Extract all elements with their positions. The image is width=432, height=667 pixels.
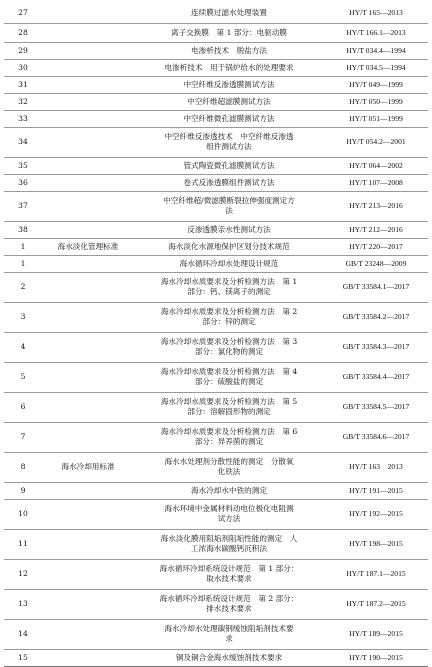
standard-name-cell bbox=[134, 482, 324, 499]
row-number: 29 bbox=[18, 45, 28, 55]
standard-name-line: 卷式反渗透膜组件测试方法 bbox=[183, 177, 275, 187]
standard-code-cell: GB/T 23248—2009 bbox=[345, 258, 407, 268]
standard-name-line: 部分：硫酸盐的测定 bbox=[194, 377, 264, 386]
standard-name-line: 海水冷却水处理碳钢缓蚀阻垢剂技术要 bbox=[164, 624, 294, 633]
standard-code-cell: HY/T 049—1999 bbox=[349, 79, 403, 89]
standard-name-cell bbox=[134, 93, 324, 110]
standard-code-cell: HY/T 050—1999 bbox=[349, 96, 403, 106]
standard-name-line: 海水循环冷却系统设计规范 第 2 部分： bbox=[159, 594, 299, 603]
category-cell bbox=[42, 110, 134, 127]
standard-name-cell bbox=[134, 4, 324, 23]
standard-code-cell: HY/T 187.1—2015 bbox=[346, 569, 406, 578]
category-cell bbox=[42, 422, 134, 452]
table-row bbox=[4, 619, 428, 649]
category-cell bbox=[42, 255, 134, 272]
standard-name-line: 中空纤维微孔滤膜测试方法 bbox=[183, 113, 275, 123]
standard-name-line: 电渗析技术 脱盐方法 bbox=[191, 45, 267, 55]
table-row bbox=[4, 332, 428, 362]
standard-name-line: 海水冷却水质要求及分析检测方法 第 5 bbox=[160, 397, 298, 406]
table-row bbox=[4, 93, 428, 110]
standard-name-cell bbox=[134, 238, 324, 255]
category-cell bbox=[42, 93, 134, 110]
standard-name-line: 工浓海水碳酸钙沉积法 bbox=[191, 544, 267, 553]
standard-code-cell: GB/T 33584.5—2017 bbox=[342, 402, 410, 411]
standard-name-line: 海水冷却水质要求及分析检测方法 第 4 bbox=[160, 367, 298, 376]
standard-name-line: 海水冷却水中铁的测定 bbox=[191, 485, 267, 495]
standard-name-cell bbox=[134, 174, 324, 191]
category-cell bbox=[42, 302, 134, 332]
standard-code-cell: HY/T 213—2016 bbox=[349, 201, 403, 210]
standard-name-line: 排水技术要求 bbox=[206, 604, 252, 613]
row-number: 8 bbox=[20, 462, 26, 471]
standard-name-line: 铜及铜合金海水缓蚀剂技术要求 bbox=[175, 652, 283, 662]
table-row bbox=[4, 422, 428, 452]
standard-name-cell bbox=[134, 255, 324, 272]
standard-name-line: 离子交换膜 第 1 部分：电驱动膜 bbox=[171, 27, 287, 37]
row-number: 4 bbox=[20, 342, 26, 351]
standard-code-cell: GB/T 33584.6—2017 bbox=[342, 432, 410, 441]
standard-name-cell bbox=[134, 619, 324, 649]
row-number: 28 bbox=[18, 27, 28, 37]
row-number: 5 bbox=[20, 372, 26, 381]
standard-name-cell bbox=[134, 221, 324, 238]
row-number: 38 bbox=[18, 224, 28, 234]
table-row bbox=[4, 42, 428, 59]
table-row bbox=[4, 559, 428, 589]
standard-name-line: 中空纤维超/微滤膜断裂拉伸强度测定方 bbox=[163, 196, 295, 205]
table-row bbox=[4, 23, 428, 42]
row-number: 9 bbox=[20, 485, 26, 495]
standard-name-cell bbox=[134, 362, 324, 392]
standard-code-cell: GB/T 33584.4—2017 bbox=[342, 372, 410, 381]
row-number: 3 bbox=[20, 312, 26, 321]
standard-name-cell bbox=[134, 59, 324, 76]
table-row bbox=[4, 589, 428, 619]
row-number: 34 bbox=[18, 137, 28, 146]
standard-name-line: 海水冷却水质要求及分析检测方法 第 2 bbox=[160, 307, 298, 316]
category-cell bbox=[42, 649, 134, 666]
standard-name-line: 化铁法 bbox=[217, 467, 241, 476]
standard-name-line: 中空纤维反渗透膜测试方法 bbox=[183, 79, 275, 89]
table-row bbox=[4, 482, 428, 499]
standard-name-line: 中空纤维超滤膜测试方法 bbox=[187, 96, 271, 106]
standard-code-cell: HY/T 166.1—2013 bbox=[346, 27, 406, 37]
table-row bbox=[4, 221, 428, 238]
standard-name-cell bbox=[134, 649, 324, 666]
category-cell bbox=[42, 191, 134, 221]
standard-code-cell: HY/T 165—2013 bbox=[349, 8, 403, 18]
row-number: 15 bbox=[18, 652, 28, 662]
row-number: 30 bbox=[18, 62, 28, 72]
standard-code-cell: HY/T 064—2002 bbox=[349, 160, 403, 170]
standard-name-cell bbox=[134, 529, 324, 559]
row-number: 12 bbox=[18, 569, 28, 578]
standard-code-cell: GB/T 33584.2—2017 bbox=[342, 312, 410, 321]
standard-name-line: 部分：异养菌的测定 bbox=[194, 437, 264, 446]
category-cell bbox=[42, 272, 134, 302]
category-cell: 海水冷却用标准 bbox=[61, 462, 115, 471]
row-number: 35 bbox=[18, 160, 28, 170]
standard-code-cell: HY/T 034.5—1994 bbox=[346, 62, 406, 72]
category-cell bbox=[42, 499, 134, 529]
row-number: 11 bbox=[18, 539, 28, 548]
table-row bbox=[4, 499, 428, 529]
standard-code-cell: HY/T 051—1999 bbox=[349, 113, 403, 123]
standard-code-cell: HY/T 220—2017 bbox=[349, 241, 403, 251]
standard-name-line: 部分：溶解固形物的测定 bbox=[187, 407, 271, 416]
standard-name-line: 求 bbox=[225, 634, 233, 643]
table-row bbox=[4, 59, 428, 76]
standards-table bbox=[4, 4, 428, 667]
standard-name-line: 管式陶瓷微孔滤膜测试方法 bbox=[183, 160, 275, 170]
table-row bbox=[4, 191, 428, 221]
table-row bbox=[4, 649, 428, 666]
table-row bbox=[4, 362, 428, 392]
standard-code-cell: HY/T 198—2015 bbox=[349, 539, 403, 548]
standard-name-cell bbox=[134, 302, 324, 332]
table-row bbox=[4, 174, 428, 191]
standard-name-line: 试方法 bbox=[217, 514, 241, 523]
standard-code-cell: HY/T 187.2—2015 bbox=[346, 599, 406, 608]
standard-name-line: 海水循环冷却系统设计规范 第 1 部分： bbox=[159, 564, 299, 573]
row-number: 14 bbox=[18, 629, 28, 638]
standard-code-cell: HY/T 212—2016 bbox=[349, 224, 403, 234]
category-cell bbox=[42, 76, 134, 93]
category-cell bbox=[42, 23, 134, 42]
row-number: 7 bbox=[20, 432, 26, 441]
table-row bbox=[4, 238, 428, 255]
standard-name-line: 海水淡化膜用阻垢剂阻垢性能的测定 人 bbox=[160, 534, 298, 543]
row-number: 1 bbox=[20, 241, 26, 251]
table-row bbox=[4, 452, 428, 482]
standard-name-line: 海水冷却水质要求及分析检测方法 第 3 bbox=[160, 337, 298, 346]
row-number: 32 bbox=[18, 96, 28, 106]
category-cell bbox=[42, 589, 134, 619]
category-cell bbox=[42, 619, 134, 649]
table-row bbox=[4, 110, 428, 127]
row-number: 27 bbox=[18, 8, 28, 18]
standard-name-line: 海水淡化水源地保护区划分技术规范 bbox=[168, 241, 290, 251]
standard-name-line: 部分：锌的测定 bbox=[202, 317, 256, 326]
category-cell bbox=[42, 482, 134, 499]
category-cell bbox=[42, 559, 134, 589]
standard-name-cell bbox=[134, 452, 324, 482]
standard-name-line: 部分：钙、镁离子的测定 bbox=[187, 287, 271, 296]
standard-code-cell: HY/T 191—2015 bbox=[349, 485, 403, 495]
row-number: 37 bbox=[18, 201, 28, 210]
category-cell bbox=[42, 127, 134, 157]
standard-name-cell bbox=[134, 76, 324, 93]
standard-name-line: 海水水处理剂分散性能的测定 分散氧 bbox=[164, 457, 294, 466]
standard-name-cell bbox=[134, 499, 324, 529]
table-row bbox=[4, 302, 428, 332]
row-number: 31 bbox=[18, 79, 28, 89]
standard-name-line: 法 bbox=[225, 206, 233, 215]
table-row bbox=[4, 4, 428, 23]
standard-code-cell: GB/T 33584.1—2017 bbox=[342, 282, 410, 291]
standard-name-line: 海水环境中金属材料动电位极化电阻测 bbox=[164, 504, 294, 513]
standard-name-line: 海水循环冷却水处理设计规范 bbox=[179, 258, 279, 268]
standard-name-line: 电渗析技术 用于锅炉给水的处理要求 bbox=[164, 62, 294, 72]
standard-name-line: 连续膜过滤水处理装置 bbox=[191, 8, 267, 18]
standard-name-cell bbox=[134, 127, 324, 157]
standard-code-cell: GB/T 33584.3—2017 bbox=[342, 342, 410, 351]
standards-table-body bbox=[4, 4, 428, 666]
standard-code-cell: HY/T 192—2015 bbox=[349, 509, 403, 518]
standard-name-cell bbox=[134, 157, 324, 174]
standard-code-cell: HY/T 107—2008 bbox=[349, 177, 403, 187]
standard-name-cell bbox=[134, 559, 324, 589]
standard-name-cell bbox=[134, 191, 324, 221]
row-number: 1 bbox=[20, 258, 26, 268]
standard-code-cell: HY/T 190—2015 bbox=[349, 652, 403, 662]
category-cell bbox=[42, 42, 134, 59]
standard-name-line: 中空纤维反渗透技术 中空纤维反渗透 bbox=[164, 132, 294, 141]
standard-name-line: 部分：氯化物的测定 bbox=[194, 347, 264, 356]
standard-code-cell: HY/T 189—2015 bbox=[349, 629, 403, 638]
table-row bbox=[4, 76, 428, 93]
category-cell bbox=[42, 59, 134, 76]
standard-name-line: 海水冷却水质要求及分析检测方法 第 1 bbox=[160, 277, 298, 286]
standard-name-cell bbox=[134, 332, 324, 362]
category-cell bbox=[42, 332, 134, 362]
category-cell bbox=[42, 392, 134, 422]
category-cell bbox=[42, 4, 134, 23]
table-row bbox=[4, 157, 428, 174]
table-row bbox=[4, 529, 428, 559]
standard-name-line: 反渗透膜亲水性测试方法 bbox=[187, 224, 271, 234]
standard-name-line: 取水技术要求 bbox=[206, 574, 252, 583]
table-row bbox=[4, 272, 428, 302]
row-number: 36 bbox=[18, 177, 28, 187]
standard-name-cell bbox=[134, 110, 324, 127]
row-number: 6 bbox=[20, 402, 26, 411]
category-cell bbox=[42, 157, 134, 174]
standard-name-cell bbox=[134, 272, 324, 302]
standard-code-cell: HY/T 034.4—1994 bbox=[346, 45, 406, 55]
category-cell: 海水淡化管理标准 bbox=[57, 241, 119, 251]
table-row bbox=[4, 255, 428, 272]
standard-code-cell: HY/T 163 2013 bbox=[349, 462, 403, 471]
category-cell bbox=[42, 529, 134, 559]
category-cell bbox=[42, 362, 134, 392]
category-cell bbox=[42, 174, 134, 191]
standard-name-line: 组件测试方法 bbox=[206, 142, 252, 151]
category-cell bbox=[42, 221, 134, 238]
row-number: 13 bbox=[18, 599, 28, 608]
standard-name-cell bbox=[134, 422, 324, 452]
standard-code-cell: HY/T 054.2—2001 bbox=[346, 137, 406, 146]
standard-name-cell bbox=[134, 392, 324, 422]
row-number: 10 bbox=[18, 509, 28, 518]
standard-name-line: 海水冷却水质要求及分析检测方法 第 6 bbox=[160, 427, 298, 436]
standard-name-cell bbox=[134, 23, 324, 42]
standard-name-cell bbox=[134, 589, 324, 619]
row-number: 2 bbox=[20, 282, 26, 291]
table-row bbox=[4, 127, 428, 157]
standard-name-cell bbox=[134, 42, 324, 59]
row-number: 33 bbox=[18, 113, 28, 123]
table-row bbox=[4, 392, 428, 422]
